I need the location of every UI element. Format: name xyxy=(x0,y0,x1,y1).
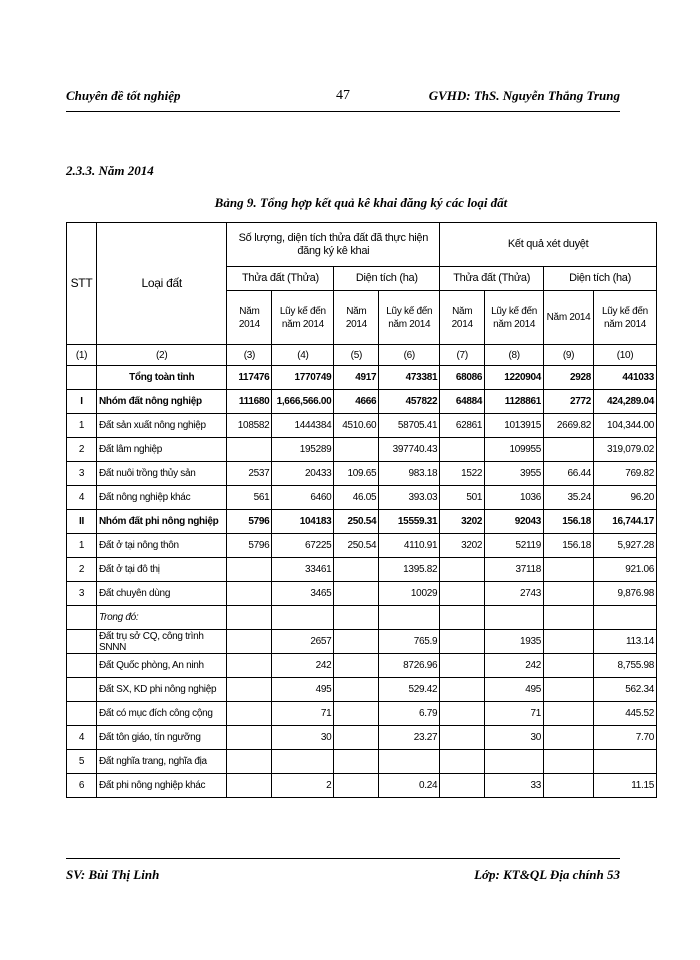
row-value: 242 xyxy=(485,654,544,678)
row-value: 16,744.17 xyxy=(593,510,656,534)
row-value: 109.65 xyxy=(334,462,379,486)
row-value: 68086 xyxy=(440,366,485,390)
row-value: 393.03 xyxy=(379,486,440,510)
row-value xyxy=(544,750,594,774)
row-value xyxy=(440,678,485,702)
table-row xyxy=(67,654,657,678)
row-value: 495 xyxy=(272,678,334,702)
table-row xyxy=(67,462,657,486)
row-value: 113.14 xyxy=(593,630,656,654)
table-row xyxy=(67,414,657,438)
row-value xyxy=(485,750,544,774)
row-value: 1444384 xyxy=(272,414,334,438)
row-stt: 2 xyxy=(67,558,97,582)
row-value: 529.42 xyxy=(379,678,440,702)
header-declared-group: Số lượng, diện tích thửa đất đã thực hiện đăng ký kê khai xyxy=(227,223,440,267)
row-value: 250.54 xyxy=(334,534,379,558)
row-value: 6460 xyxy=(272,486,334,510)
row-value xyxy=(272,750,334,774)
row-value: 30 xyxy=(485,726,544,750)
column-index: (8) xyxy=(485,345,544,366)
row-value xyxy=(227,678,272,702)
row-value: 66.44 xyxy=(544,462,594,486)
header-col-7: Năm 2014 xyxy=(440,291,485,345)
row-stt xyxy=(67,606,97,630)
row-land-type: Trong đó: xyxy=(96,606,226,630)
row-land-type: Nhóm đất phi nông nghiệp xyxy=(96,510,226,534)
row-value xyxy=(227,558,272,582)
row-value xyxy=(544,726,594,750)
row-land-type: Đất ở tại đô thị xyxy=(96,558,226,582)
row-value xyxy=(334,606,379,630)
row-value: 46.05 xyxy=(334,486,379,510)
row-value xyxy=(440,702,485,726)
row-value: 20433 xyxy=(272,462,334,486)
header-parcels-declared: Thửa đất (Thửa) xyxy=(227,267,334,291)
row-value: 58705.41 xyxy=(379,414,440,438)
row-value xyxy=(544,582,594,606)
row-value xyxy=(440,726,485,750)
row-value: 15559.31 xyxy=(379,510,440,534)
row-value: 7.70 xyxy=(593,726,656,750)
row-value: 3202 xyxy=(440,510,485,534)
row-value: 108582 xyxy=(227,414,272,438)
row-value: 2 xyxy=(272,774,334,798)
row-stt: 1 xyxy=(67,414,97,438)
row-value xyxy=(544,606,594,630)
row-stt: 1 xyxy=(67,534,97,558)
row-value: 2537 xyxy=(227,462,272,486)
row-stt: 3 xyxy=(67,462,97,486)
column-index: (7) xyxy=(440,345,485,366)
row-value: 1395.82 xyxy=(379,558,440,582)
row-land-type: Đất sản xuất nông nghiệp xyxy=(96,414,226,438)
row-value: 441033 xyxy=(593,366,656,390)
header-supervisor: GVHD: ThS. Nguyễn Thắng Trung xyxy=(428,88,620,103)
row-land-type: Đất tôn giáo, tín ngưỡng xyxy=(96,726,226,750)
row-land-type: Đất nông nghiệp khác xyxy=(96,486,226,510)
footer-divider xyxy=(66,858,620,859)
row-value xyxy=(544,630,594,654)
row-value xyxy=(440,750,485,774)
row-value xyxy=(593,606,656,630)
row-value: 3202 xyxy=(440,534,485,558)
row-value xyxy=(272,606,334,630)
row-value: 2743 xyxy=(485,582,544,606)
column-index: (10) xyxy=(593,345,656,366)
row-land-type: Đất SX, KD phi nông nghiệp xyxy=(96,678,226,702)
row-value: 2657 xyxy=(272,630,334,654)
row-value: 501 xyxy=(440,486,485,510)
row-value xyxy=(227,630,272,654)
table-row xyxy=(67,390,657,414)
row-value: 62861 xyxy=(440,414,485,438)
row-value xyxy=(334,582,379,606)
row-value: 156.18 xyxy=(544,510,594,534)
header-col-3: Năm 2014 xyxy=(227,291,272,345)
row-value: 1036 xyxy=(485,486,544,510)
row-land-type: Đất lâm nghiệp xyxy=(96,438,226,462)
row-value xyxy=(334,726,379,750)
row-value: 67225 xyxy=(272,534,334,558)
row-value xyxy=(440,606,485,630)
row-value xyxy=(544,654,594,678)
row-value: 1522 xyxy=(440,462,485,486)
row-value: 2669.82 xyxy=(544,414,594,438)
row-stt xyxy=(67,654,97,678)
row-value xyxy=(334,558,379,582)
row-stt xyxy=(67,630,97,654)
row-value: 4110.91 xyxy=(379,534,440,558)
row-value xyxy=(544,702,594,726)
row-value: 4510.60 xyxy=(334,414,379,438)
row-value: 4666 xyxy=(334,390,379,414)
row-value: 250.54 xyxy=(334,510,379,534)
row-value: 92043 xyxy=(485,510,544,534)
row-value: 35.24 xyxy=(544,486,594,510)
header-col-10: Lũy kế đến năm 2014 xyxy=(593,291,656,345)
table-row xyxy=(67,774,657,798)
row-value: 104,344.00 xyxy=(593,414,656,438)
column-index: (6) xyxy=(379,345,440,366)
page-number: 47 xyxy=(336,88,350,103)
row-land-type: Đất có mục đích công cộng xyxy=(96,702,226,726)
table-row xyxy=(67,606,657,630)
row-value: 3465 xyxy=(272,582,334,606)
row-stt xyxy=(67,678,97,702)
table-row xyxy=(67,750,657,774)
row-value: 473381 xyxy=(379,366,440,390)
column-index: (5) xyxy=(334,345,379,366)
column-index: (1) xyxy=(67,345,97,366)
header-col-9: Năm 2014 xyxy=(544,291,594,345)
row-land-type: Đất nghĩa trang, nghĩa địa xyxy=(96,750,226,774)
row-value xyxy=(593,750,656,774)
row-value: 921.06 xyxy=(593,558,656,582)
column-index: (2) xyxy=(96,345,226,366)
row-value xyxy=(485,606,544,630)
table-row xyxy=(67,534,657,558)
row-land-type: Tổng toàn tỉnh xyxy=(96,366,226,390)
header-col-4: Lũy kế đến năm 2014 xyxy=(272,291,334,345)
table-row xyxy=(67,630,657,654)
row-value xyxy=(544,678,594,702)
table-row xyxy=(67,702,657,726)
row-value xyxy=(440,582,485,606)
table-row xyxy=(67,366,657,390)
row-value: 156.18 xyxy=(544,534,594,558)
row-value: 37118 xyxy=(485,558,544,582)
row-land-type: Nhóm đất nông nghiệp xyxy=(96,390,226,414)
row-stt: 5 xyxy=(67,750,97,774)
row-value: 319,079.02 xyxy=(593,438,656,462)
row-value xyxy=(379,606,440,630)
row-value: 445.52 xyxy=(593,702,656,726)
row-value xyxy=(440,654,485,678)
row-value xyxy=(440,558,485,582)
column-index-row xyxy=(67,345,657,366)
column-index: (4) xyxy=(272,345,334,366)
row-value: 5,927.28 xyxy=(593,534,656,558)
row-stt xyxy=(67,702,97,726)
table-row xyxy=(67,510,657,534)
row-value: 1770749 xyxy=(272,366,334,390)
row-value: 457822 xyxy=(379,390,440,414)
row-value: 765.9 xyxy=(379,630,440,654)
header-col-8: Lũy kế đến năm 2014 xyxy=(485,291,544,345)
row-value: 2928 xyxy=(544,366,594,390)
table-caption: Bảng 9. Tổng hợp kết quả kê khai đăng ký các loại đất xyxy=(214,195,508,210)
header-stt: STT xyxy=(67,223,97,345)
row-value: 983.18 xyxy=(379,462,440,486)
row-value: 8726.96 xyxy=(379,654,440,678)
row-value: 33 xyxy=(485,774,544,798)
row-value xyxy=(227,654,272,678)
footer-class: Lớp: KT&QL Địa chính 53 xyxy=(474,867,620,882)
row-value: 10029 xyxy=(379,582,440,606)
row-value: 0.24 xyxy=(379,774,440,798)
page-footer xyxy=(66,867,620,885)
row-value: 1013915 xyxy=(485,414,544,438)
row-stt: 6 xyxy=(67,774,97,798)
row-value xyxy=(227,774,272,798)
table-row xyxy=(67,726,657,750)
row-value xyxy=(544,558,594,582)
column-index: (3) xyxy=(227,345,272,366)
row-value xyxy=(544,438,594,462)
row-value xyxy=(334,702,379,726)
row-value: 71 xyxy=(272,702,334,726)
footer-student: SV: Bùi Thị Linh xyxy=(66,867,160,882)
row-value: 6.79 xyxy=(379,702,440,726)
row-value: 424,289.04 xyxy=(593,390,656,414)
header-approved-group: Kết quả xét duyệt xyxy=(440,223,657,267)
row-value: 397740.43 xyxy=(379,438,440,462)
row-value: 3955 xyxy=(485,462,544,486)
row-value: 2772 xyxy=(544,390,594,414)
row-value xyxy=(227,606,272,630)
header-area-approved: Diện tích (ha) xyxy=(544,267,657,291)
row-value: 52119 xyxy=(485,534,544,558)
row-value: 9,876.98 xyxy=(593,582,656,606)
row-value xyxy=(227,750,272,774)
land-registration-table xyxy=(66,222,657,798)
row-land-type: Đất ở tại nông thôn xyxy=(96,534,226,558)
row-value xyxy=(334,438,379,462)
row-stt: 2 xyxy=(67,438,97,462)
row-stt: 3 xyxy=(67,582,97,606)
row-land-type: Đất Quốc phòng, An ninh xyxy=(96,654,226,678)
row-value xyxy=(544,774,594,798)
row-value: 562.34 xyxy=(593,678,656,702)
row-value: 109955 xyxy=(485,438,544,462)
row-value: 242 xyxy=(272,654,334,678)
row-value xyxy=(334,750,379,774)
header-area-declared: Diện tích (ha) xyxy=(334,267,440,291)
row-value: 96.20 xyxy=(593,486,656,510)
row-value xyxy=(227,582,272,606)
row-value xyxy=(334,630,379,654)
header-divider xyxy=(66,111,620,112)
table-row xyxy=(67,558,657,582)
row-value: 104183 xyxy=(272,510,334,534)
row-value xyxy=(227,726,272,750)
table-row xyxy=(67,486,657,510)
row-value xyxy=(334,678,379,702)
row-value: 769.82 xyxy=(593,462,656,486)
table-row xyxy=(67,582,657,606)
row-stt: 4 xyxy=(67,486,97,510)
row-value: 1,666,566.00 xyxy=(272,390,334,414)
row-value xyxy=(440,630,485,654)
row-value: 195289 xyxy=(272,438,334,462)
row-stt: 4 xyxy=(67,726,97,750)
row-value xyxy=(334,654,379,678)
row-value: 23.27 xyxy=(379,726,440,750)
row-value xyxy=(440,774,485,798)
row-value: 117476 xyxy=(227,366,272,390)
page-header xyxy=(66,88,620,110)
row-value: 111680 xyxy=(227,390,272,414)
row-stt xyxy=(67,366,97,390)
row-land-type: Đất chuyên dùng xyxy=(96,582,226,606)
row-value xyxy=(379,750,440,774)
table-row xyxy=(67,678,657,702)
row-value xyxy=(440,438,485,462)
row-land-type: Đất nuôi trồng thủy sản xyxy=(96,462,226,486)
row-value: 71 xyxy=(485,702,544,726)
row-stt: I xyxy=(67,390,97,414)
row-value: 5796 xyxy=(227,510,272,534)
row-stt: II xyxy=(67,510,97,534)
row-value: 5796 xyxy=(227,534,272,558)
row-value: 4917 xyxy=(334,366,379,390)
row-value: 1935 xyxy=(485,630,544,654)
row-value: 1128861 xyxy=(485,390,544,414)
header-col-6: Lũy kế đến năm 2014 xyxy=(379,291,440,345)
row-value xyxy=(227,438,272,462)
row-value: 33461 xyxy=(272,558,334,582)
header-col-5: Năm 2014 xyxy=(334,291,379,345)
row-value: 8,755.98 xyxy=(593,654,656,678)
row-value: 1220904 xyxy=(485,366,544,390)
row-value: 11.15 xyxy=(593,774,656,798)
header-parcels-approved: Thửa đất (Thửa) xyxy=(440,267,544,291)
section-title: 2.3.3. Năm 2014 xyxy=(66,163,154,178)
row-value xyxy=(334,774,379,798)
row-land-type: Đất trụ sở CQ, công trình SNNN xyxy=(96,630,226,654)
row-value: 561 xyxy=(227,486,272,510)
header-document-type: Chuyên đề tốt nghiệp xyxy=(66,88,181,103)
header-land-type: Loại đất xyxy=(96,223,226,345)
column-index: (9) xyxy=(544,345,594,366)
row-land-type: Đất phi nông nghiệp khác xyxy=(96,774,226,798)
row-value xyxy=(227,702,272,726)
row-value: 64884 xyxy=(440,390,485,414)
row-value: 495 xyxy=(485,678,544,702)
table-row xyxy=(67,438,657,462)
row-value: 30 xyxy=(272,726,334,750)
